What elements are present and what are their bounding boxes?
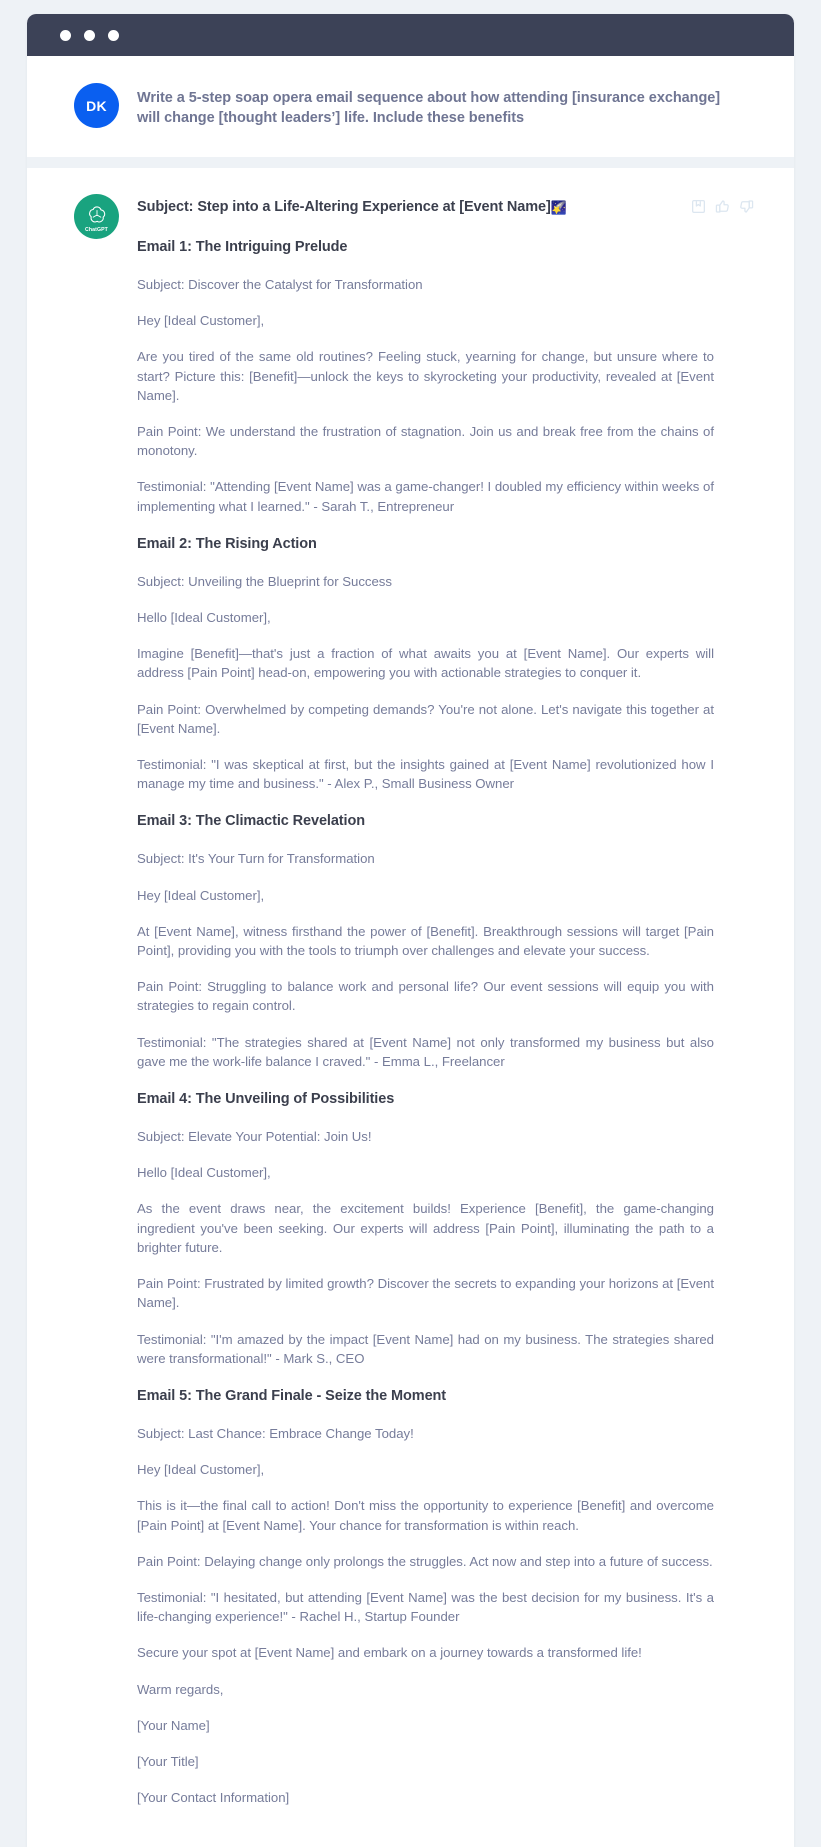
assistant-action-buttons [691, 194, 754, 214]
email-paragraph: Subject: Elevate Your Potential: Join Us! [137, 1129, 372, 1145]
assistant-message-body [137, 194, 754, 1807]
window-titlebar [27, 14, 794, 56]
email-paragraph: Testimonial: "The strategies shared at [Event Name] not only transformed my business but also gave me the work-life balance I craved." - Emma L., Freelancer [137, 1034, 714, 1069]
email-paragraph: Subject: Discover the Catalyst for Transformation [137, 277, 423, 292]
email-paragraph: Hey [Ideal Customer], [137, 887, 265, 903]
assistant-header-row [137, 194, 754, 219]
window-dot-maximize-icon[interactable] [108, 30, 119, 41]
window-dot-minimize-icon[interactable] [84, 30, 95, 41]
chatgpt-logo-icon [86, 204, 108, 226]
email-paragraph: Warm regards, [137, 1681, 224, 1697]
email-paragraph: Pain Point: Delaying change only prolongs the struggles. Act now and step into a future of success. [137, 1553, 713, 1569]
user-message [27, 56, 794, 157]
email-paragraph: Testimonial: "Attending [Event Name] was a game-changer! I doubled my efficiency within weeks of implementing what I learned." - Sarah T., Entrepreneur [137, 479, 714, 514]
email-paragraph: Secure your spot at [Event Name] and embark on a journey towards a transformed life! [137, 1645, 642, 1661]
bookmark-icon[interactable] [691, 199, 706, 214]
browser-window [27, 14, 794, 1847]
email-paragraph: Are you tired of the same old routines? Feeling stuck, yearning for change, but unsure where to start? Picture this: [Benefit]—unlock the keys to skyrocketing your productivity, revealed at [Event Name]. [137, 349, 714, 403]
email-paragraph: This is it—the final call to action! Don't miss the opportunity to experience [Benefit] and overcome [Pain Point] at [Event Name]. Your chance for transformation is within reach. [137, 1498, 714, 1533]
email-paragraph: Testimonial: "I hesitated, but attending [Event Name] was the best decision for my business. It's a life-changing experience!" - Rachel H., Startup Founder [137, 1589, 714, 1625]
email-paragraph: Hello [Ideal Customer], [137, 1165, 271, 1181]
email-paragraph: [Your Title] [137, 1753, 199, 1769]
email-paragraph: Pain Point: We understand the frustration of stagnation. Join us and break free from the chains of monotony. [137, 424, 714, 459]
shooting-star-icon: 🌠 [550, 200, 567, 215]
email-paragraph: Subject: Unveiling the Blueprint for Success [137, 573, 392, 589]
email-section-heading: Email 5: The Grand Finale - Seize the Moment [137, 1387, 447, 1404]
email-paragraph: At [Event Name], witness firsthand the power of [Benefit]. Breakthrough sessions will target [Pain Point], providing you with the tools to triumph over challenges and elevate your success. [137, 923, 714, 959]
window-dot-close-icon[interactable] [60, 30, 71, 41]
email-paragraph: Pain Point: Frustrated by limited growth? Discover the secrets to expanding your horizons at [Event Name]. [137, 1276, 714, 1311]
thumbs-up-icon[interactable] [715, 199, 730, 214]
assistant-content [137, 236, 754, 1807]
email-paragraph: Subject: It's Your Turn for Transformation [137, 851, 375, 867]
email-paragraph: Hey [Ideal Customer], [137, 313, 265, 329]
email-paragraph: [Your Name] [137, 1717, 210, 1733]
email-paragraph: [Your Contact Information] [137, 1790, 290, 1806]
email-section-heading: Email 3: The Climactic Revelation [137, 813, 365, 830]
user-message-text: Write a 5-step soap opera email sequence about how attending [insurance exchange] will change [thought leaders’] life. Include these benefits [137, 90, 721, 126]
email-section-heading: Email 1: The Intriguing Prelude [137, 239, 348, 255]
email-paragraph: Hello [Ideal Customer], [137, 610, 271, 626]
message-divider [27, 157, 794, 168]
user-avatar-initials: DK [86, 97, 107, 114]
user-avatar [74, 83, 119, 128]
assistant-message [27, 168, 794, 1847]
assistant-avatar-label: ChatGPT [85, 226, 108, 233]
email-paragraph: Testimonial: "I was skeptical at first, but the insights gained at [Event Name] revolutionized how I manage my time and business." - Alex P., Small Business Owner [137, 757, 714, 792]
email-paragraph: Subject: Last Chance: Embrace Change Today! [137, 1425, 414, 1441]
assistant-subject-text: Subject: Step into a Life-Altering Experience at [Event Name] [137, 199, 551, 215]
email-paragraph: Pain Point: Overwhelmed by competing demands? You're not alone. Let's navigate this together at [Event Name]. [137, 701, 714, 736]
email-paragraph: Hey [Ideal Customer], [137, 1462, 265, 1478]
email-section-heading: Email 4: The Unveiling of Possibilities [137, 1091, 395, 1108]
email-paragraph: As the event draws near, the excitement builds! Experience [Benefit], the game-changing ingredient you've been seeking. Our experts will address [Pain Point], illuminating the path to a brighter future. [137, 1201, 714, 1255]
email-paragraph: Testimonial: "I'm amazed by the impact [Event Name] had on my business. The strategies shared were transformational!" - Mark S., CEO [137, 1331, 714, 1366]
thumbs-down-icon[interactable] [739, 199, 754, 214]
assistant-subject-heading [137, 194, 567, 219]
email-paragraph: Imagine [Benefit]—that's just a fraction of what awaits you at [Event Name]. Our experts will address [Pain Point] head-on, empowering you with actionable strategies to conquer it. [137, 646, 714, 681]
conversation [27, 56, 794, 1847]
assistant-avatar [74, 194, 119, 239]
user-message-body [137, 83, 754, 128]
email-section-heading: Email 2: The Rising Action [137, 535, 317, 552]
email-paragraph: Pain Point: Struggling to balance work and personal life? Our event sessions will equip you with strategies to regain control. [137, 979, 714, 1014]
